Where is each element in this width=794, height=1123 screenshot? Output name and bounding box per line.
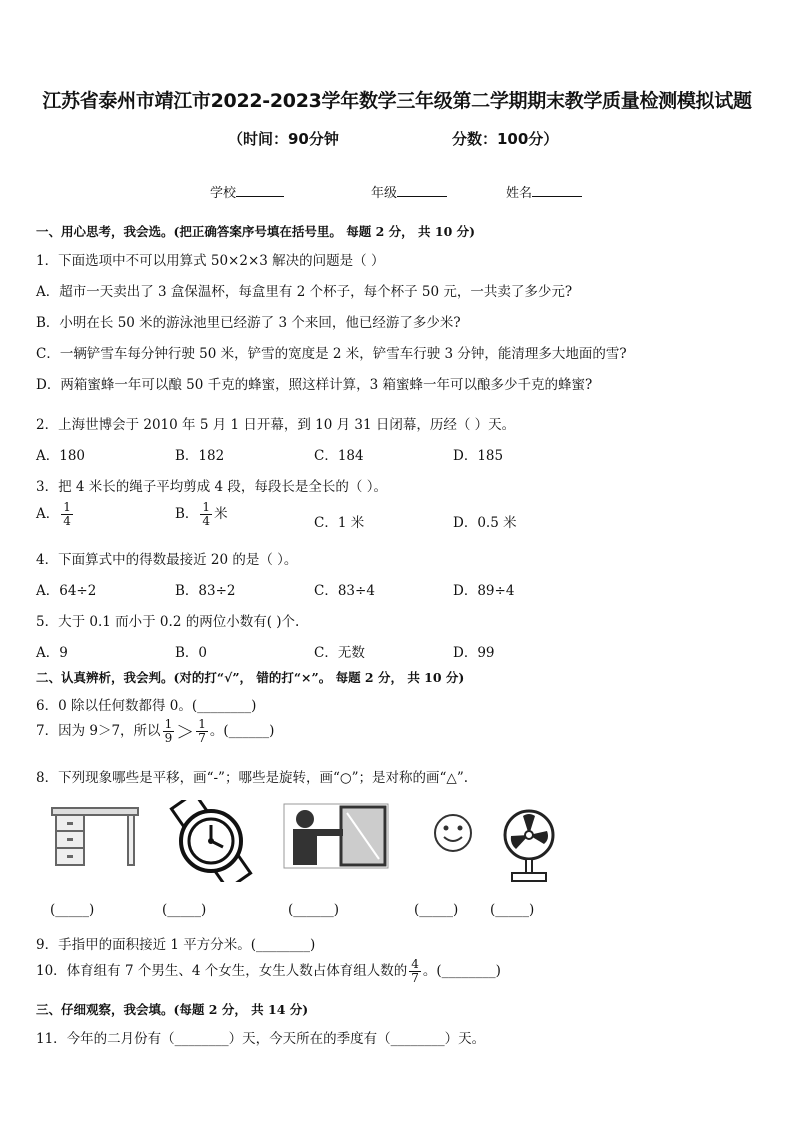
smiley-face-image (432, 812, 474, 858)
q5-option-a[interactable]: A．9 (36, 645, 68, 661)
q4-option-b[interactable]: B．83÷2 (175, 583, 236, 599)
question-3: 3．把 4 米长的绳子平均剪成 4 段，每段长是全长的（ ）。 (36, 479, 387, 495)
name-label: 姓名 (506, 186, 533, 201)
question-10[interactable]: 10．体育组有 7 个男生、4 个女生，女生人数占体育组人数的 $\frac{4}{7}$ 。(________) (36, 957, 501, 985)
name-field[interactable] (506, 182, 582, 201)
section-1-heading: 一、用心思考，我会选。(把正确答案序号填在括号里。 每题 2 分， 共 10 分) (36, 224, 476, 239)
q8-answer-smiley[interactable]: (_____) (414, 902, 459, 918)
question-9[interactable]: 9．手指甲的面积接近 1 平方分米。(________) (36, 937, 316, 953)
question-5: 5．大于 0.1 而小于 0.2 的两位小数有( )个. (36, 614, 300, 630)
q3-option-d[interactable]: D．0.5 米 (453, 515, 517, 531)
section-3-heading: 三、仔细观察，我会填。(每题 2 分， 共 14 分) (36, 1002, 309, 1017)
q2-option-a[interactable]: A．180 (36, 448, 86, 464)
question-1: 1．下面选项中不可以用算式 50×2×3 解决的问题是（ ） (36, 253, 385, 269)
fraction-four-sevenths: $\frac{4}{7}$ (411, 957, 419, 985)
q5-option-c[interactable]: C．无数 (314, 645, 365, 661)
electric-fan-image (500, 806, 558, 890)
exam-time: （时间：90分钟 (228, 130, 339, 148)
grade-field[interactable] (371, 182, 447, 201)
q8-answer-fan[interactable]: (_____) (490, 902, 535, 918)
q1-option-c[interactable]: C．一辆铲雪车每分钟行驶 50 米，铲雪的宽度是 2 米，铲雪车行驶 3 分钟，能清理多大地面的雪? (36, 346, 627, 362)
watch-image (163, 800, 259, 886)
q5-option-d[interactable]: D．99 (453, 645, 495, 661)
fraction-one-ninth: $\frac{1}{9}$ (164, 717, 173, 745)
q3-option-a[interactable]: A． $\frac{1}{4}$ (36, 500, 71, 528)
q2-option-b[interactable]: B．182 (175, 448, 225, 464)
q2-option-d[interactable]: D．185 (453, 448, 504, 464)
question-6[interactable]: 6．0 除以任何数都得 0。(________) (36, 698, 257, 714)
q3-option-c[interactable]: C．1 米 (314, 515, 365, 531)
q5-option-b[interactable]: B．0 (175, 645, 208, 661)
exam-score: 分数：100分） (452, 130, 559, 148)
question-8: 8．下列现象哪些是平移，画“-”；哪些是旋转，画“○”；是对称的画“△”. (36, 770, 469, 786)
page-title: 江苏省泰州市靖江市2022-2023学年数学三年级第二学期期末教学质量检测模拟试题 (42, 90, 752, 112)
person-pushing-window-image (283, 803, 389, 873)
section-2-heading: 二、认真辨析，我会判。(对的打“√”， 错的打“×”。 每题 2 分， 共 10 分) (36, 670, 465, 685)
fraction-one-quarter: $\frac{1}{4}$ (202, 500, 211, 528)
grade-label: 年级 (371, 186, 398, 201)
q1-option-a[interactable]: A．超市一天卖出了 3 盒保温杯，每盒里有 2 个杯子，每个杯子 50 元，一共卖了多少元? (36, 284, 573, 300)
q8-answer-window[interactable]: (______) (288, 902, 340, 918)
desk-image (50, 800, 140, 874)
q4-option-d[interactable]: D．89÷4 (453, 583, 515, 599)
school-field[interactable] (210, 182, 284, 201)
fraction-one-quarter: $\frac{1}{4}$ (63, 500, 71, 528)
question-11[interactable]: 11．今年的二月份有（________）天，今天所在的季度有（________）天。 (36, 1031, 486, 1047)
question-7[interactable]: 7．因为 9＞7，所以 $\frac{1}{9}$ ＞ $\frac{1}{7}$ 。(______) (36, 717, 275, 745)
school-label: 学校 (210, 186, 237, 201)
question-2: 2．上海世博会于 2010 年 5 月 1 日开幕，到 10 月 31 日闭幕，历经（ ）天。 (36, 417, 516, 433)
question-4: 4．下面算式中的得数最接近 20 的是（ ）。 (36, 552, 298, 568)
q1-option-d[interactable]: D．两箱蜜蜂一年可以酿 50 千克的蜂蜜，照这样计算，3 箱蜜蜂一年可以酿多少千克的蜂蜜? (36, 377, 593, 393)
q4-option-a[interactable]: A．64÷2 (36, 583, 97, 599)
q2-option-c[interactable]: C．184 (314, 448, 364, 464)
q3-option-b[interactable]: B． $\frac{1}{4}$ 米 (175, 500, 228, 528)
fraction-one-seventh: $\frac{1}{7}$ (198, 717, 206, 745)
q1-option-b[interactable]: B．小明在长 50 米的游泳池里已经游了 3 个来回，他已经游了多少米? (36, 315, 461, 331)
q4-option-c[interactable]: C．83÷4 (314, 583, 375, 599)
q8-answer-watch[interactable]: (_____) (162, 902, 207, 918)
q8-answer-desk[interactable]: (_____) (50, 902, 95, 918)
